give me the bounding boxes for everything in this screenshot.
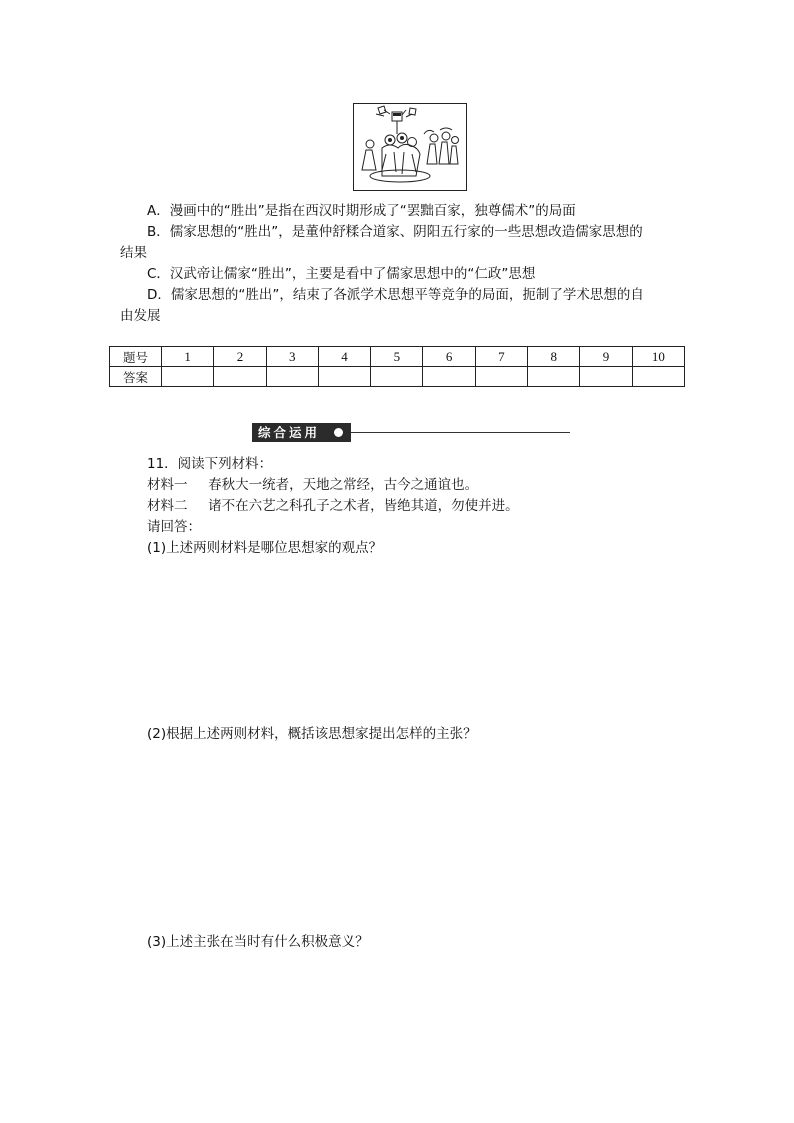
question-number-cell: 7 [475, 347, 527, 367]
answer-cell[interactable] [162, 367, 214, 387]
answer-cell[interactable] [371, 367, 423, 387]
sub-question-2: (2)根据上述两则材料，概括该思想家提出怎样的主张？ [147, 726, 477, 742]
material-1 [147, 475, 478, 495]
answer-cell[interactable] [423, 367, 475, 387]
option-a: A．漫画中的“胜出”是指在西汉时期形成了“罢黜百家，独尊儒术”的局面 [147, 203, 576, 219]
answer-table [109, 346, 685, 387]
question-number-cell: 5 [371, 347, 423, 367]
question-number-cell: 4 [318, 347, 370, 367]
answer-cell[interactable] [266, 367, 318, 387]
answer-row [110, 367, 685, 387]
answer-prompt: 请回答： [147, 519, 201, 535]
answer-cell[interactable] [528, 367, 580, 387]
material-1-text: 春秋大一统者，天地之常经，古今之通谊也。 [208, 477, 479, 493]
option-b-line1: B．儒家思想的“胜出”，是董仲舒糅合道家、阴阳五行家的一些思想改造儒家思想的 [147, 224, 643, 240]
material-1-label: 材料一 [147, 477, 188, 493]
material-2-text: 诸不在六艺之科孔子之术者，皆绝其道，勿使并进。 [208, 498, 519, 514]
answer-cell[interactable] [475, 367, 527, 387]
answer-cell[interactable] [580, 367, 632, 387]
sub-question-3: (3)上述主张在当时有什么积极意义？ [147, 934, 369, 950]
question-number-cell: 3 [266, 347, 318, 367]
answer-cell[interactable] [214, 367, 266, 387]
question-number-header: 题号 [110, 347, 162, 367]
cartoon-drawing [354, 104, 465, 189]
banner-dot-icon [334, 428, 343, 437]
option-d-line2: 由发展 [120, 308, 161, 324]
option-d-line1: D．儒家思想的“胜出”，结束了各派学术思想平等竞争的局面，扼制了学术思想的自 [147, 287, 644, 303]
material-2 [147, 496, 519, 516]
material-2-label: 材料二 [147, 498, 188, 514]
question-number-cell: 8 [528, 347, 580, 367]
section-banner: 综合运用 [252, 423, 351, 442]
answer-header: 答案 [110, 367, 162, 387]
question-number-cell: 9 [580, 347, 632, 367]
option-b-line2: 结果 [120, 245, 147, 261]
answer-cell[interactable] [318, 367, 370, 387]
question-number-cell: 6 [423, 347, 475, 367]
cartoon-illustration [353, 103, 467, 191]
banner-rule [351, 432, 570, 433]
sub-question-1: (1)上述两则材料是哪位思想家的观点？ [147, 540, 383, 556]
question-number-cell: 10 [632, 347, 684, 367]
question-11-stem: 11．阅读下列材料： [147, 456, 273, 472]
option-c: C．汉武帝让儒家“胜出”，主要是看中了儒家思想中的“仁政”思想 [147, 266, 536, 282]
question-number-cell: 1 [162, 347, 214, 367]
answer-cell[interactable] [632, 367, 684, 387]
question-number-cell: 2 [214, 347, 266, 367]
question-number-row [110, 347, 685, 367]
